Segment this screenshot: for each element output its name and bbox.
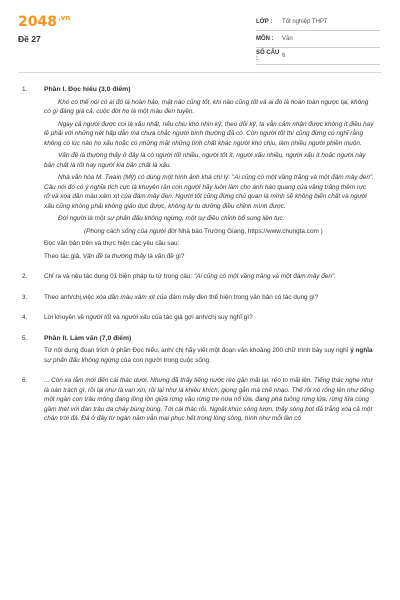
questions bbox=[0, 85, 400, 435]
question-3 bbox=[0, 293, 400, 306]
question-6 bbox=[0, 376, 400, 427]
question-body bbox=[44, 334, 374, 369]
meta-row-subject bbox=[256, 31, 380, 48]
question-5 bbox=[0, 334, 400, 369]
question-text: Từ nội dung đoạn trích ở phần Đọc hiểu, anh/ chị hãy viết một đoạn văn khoảng 200 chữ trình bày suy nghĩ ý nghĩa sự phấn đấu không ngừng của con người trong cuộc sống. bbox=[44, 347, 373, 364]
passage-excerpt: ... Còn xa lắm mới đến cái thác dưới. Nhưng đã thấy tiếng nước réo gần mãi lại, réo to mãi lên. Tiếng thác nghe như là oán trách gì, rồi lại như là van xin, rồi lại như là khiêu khích, giọng gằn mà chế nhạo. Thế rồi nó rống lên như tiếng một ngàn con trâu mộng đang lồng lộn giữa rừng vầu rừng tre nứa nổ lửa, đang phá tuông rừng lửa, rừng lửa cùng gầm thét với đàn trâu da cháy bùng bùng. Tới cái thác rồi. Ngoặt khúc sông lượn, thấy sóng bọt đã trắng xóa cả một chân trời đá. Đá ở đây từ ngàn năm vẫn mai phục hết trong lòng sông, hình như mỗi lần có bbox=[44, 377, 374, 422]
meta-label: MÔN : bbox=[256, 36, 274, 42]
meta-row-count bbox=[256, 48, 380, 65]
instruction: Đọc văn bản trên và thực hiện các yêu cầu sau: bbox=[44, 240, 180, 247]
header-divider bbox=[18, 72, 382, 73]
question-text: Chỉ ra và nêu tác dụng 01 biện pháp tu từ trong câu: "Ai cũng có một vầng trăng và một đám mây đen". bbox=[44, 273, 336, 280]
meta-value: Văn bbox=[282, 36, 293, 42]
exam-meta bbox=[256, 14, 380, 65]
question-text: Lời khuyên về người tốt và người xấu của tác giả gợi anh/chị suy nghĩ gì? bbox=[44, 314, 253, 321]
section-title: Phần I. Đọc hiểu (3,0 điểm) bbox=[44, 86, 131, 93]
question-number: 1. bbox=[22, 86, 28, 93]
question-body bbox=[44, 272, 374, 285]
passage-paragraph: Vấn đề là thường thấy ở đây là có người tốt nhiều, người tốt ít, người xấu nhiều, người xấu ít hoặc người này bản chất là tốt hay người kia bản chất là xấu. bbox=[44, 152, 366, 169]
question-number: 6. bbox=[22, 377, 28, 384]
question-prompt: Theo tác giả, Vấn đề ta thường thấy là vấn đề gì? bbox=[44, 252, 185, 260]
meta-label: SỐ CÂU : bbox=[256, 50, 280, 62]
question-1 bbox=[0, 85, 400, 264]
passage-paragraph: Ngay cả người được coi là xấu nhất, nếu chịu khó nhìn kỹ, theo dõi kỹ, ta vẫn cảm nhận được không ít điều hay lẽ phải với những nét hấp dẫn mà chưa chắc người bình thường đã có. Còn người tốt thì cũng đừng có nghĩ rằng không có lúc nào họ xấu hoặc có những mặt những tính chất khác người khó chịu, làm nhiều người phiền muộn. bbox=[44, 120, 374, 147]
question-number: 5. bbox=[22, 334, 28, 342]
question-body bbox=[44, 85, 374, 264]
meta-row-class bbox=[256, 14, 380, 31]
passage-paragraph: Khó có thể nói có ai đó là hoàn hảo, mặt nào cũng tốt, khi nào cũng tốt và ai đó là hoàn toàn ngược lại, không có gì đáng giá cả, cuộc đời họ là một màu đen tuyền. bbox=[44, 98, 369, 115]
passage-paragraph: Đời người là một sự phấn đấu không ngừng, một sự điều chỉnh bổ sung liên tục. bbox=[58, 215, 285, 222]
question-2 bbox=[0, 272, 400, 285]
passage-source: (Phong cách sống của người đời Nhà báo Trường Giang, https://www.chungta.com ) bbox=[84, 227, 323, 235]
question-number: 2. bbox=[22, 273, 28, 280]
question-4 bbox=[0, 313, 400, 326]
meta-value: 6 bbox=[282, 53, 286, 59]
question-body bbox=[44, 376, 374, 427]
exam-code: Đề 27 bbox=[18, 34, 41, 44]
question-text: Theo anh/chị,việc xóa dần màu xám xịt của đám mây đen thể hiện trong văn bản có tác dụng gì? bbox=[44, 293, 319, 301]
question-number: 3. bbox=[22, 293, 28, 301]
meta-label: LỚP : bbox=[256, 19, 273, 25]
site-logo[interactable]: $2048^{.vn}$ bbox=[18, 14, 71, 30]
question-body bbox=[44, 313, 374, 326]
question-body bbox=[44, 293, 374, 306]
section-title: Phần II. Làm văn (7,0 điểm) bbox=[44, 334, 132, 342]
passage-paragraph: Nhà văn hóa M. Twain (Mỹ) có dùng một hình ảnh khá chí lý: "Ai cũng có một vầng trăng và một đám mây đen". Câu nói đó có ý nghĩa tích cực là khuyên răn con người hãy luôn làm cho ánh hào quang của vầng trăng thêm rực rỡ và xóa dần màu xám xịt của đám mây đen. Người tốt cũng đừng chủ quan là mình sẽ không biến chất và người xấu cũng không phải không giáo dục được, không tự tu dưỡng điều chỉnh mình được. bbox=[44, 174, 374, 210]
question-number: 4. bbox=[22, 314, 28, 321]
meta-value: Tốt nghiệp THPT bbox=[282, 19, 328, 25]
